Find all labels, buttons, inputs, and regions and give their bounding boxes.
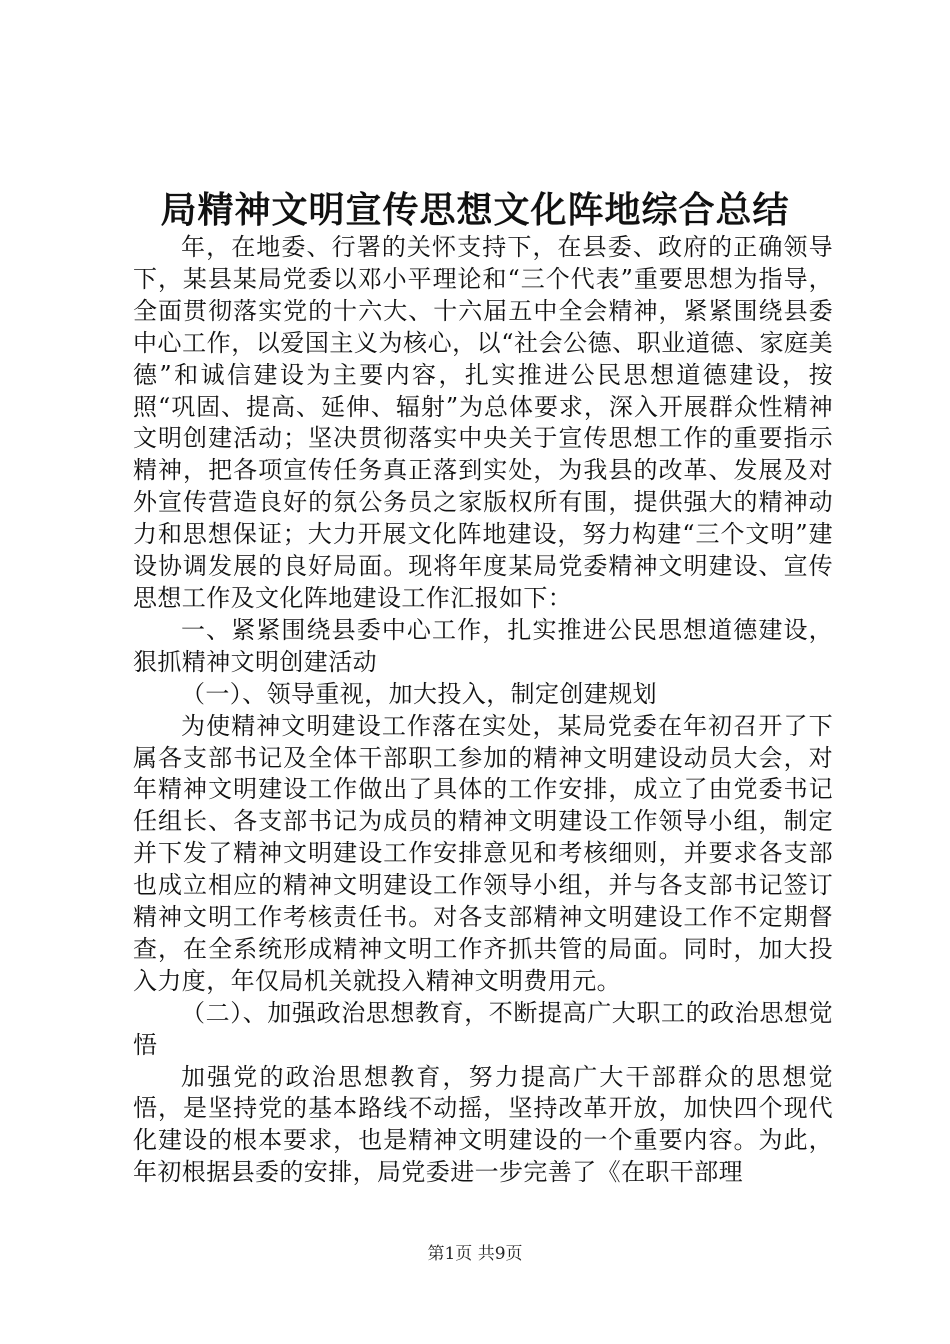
document-title: 局精神文明宣传思想文化阵地综合总结 [160,189,790,231]
paragraph-intro: 年，在地委、行署的关怀支持下，在县委、政府的正确领导下，某县某局党委以邓小平理论和“三个代表”重要思想为指导，全面贯彻落实党的十六大、十六届五中全会精神，紧紧围绕县委中心工作，以爱国主义为核心，以“社会公德、职业道德、家庭美德”和诚信建设为主要内容，扎实推进公民思想道德建设，按照“巩固、提高、延伸、辐射”为总体要求，深入开展群众性精神文明创建活动；坚决贯彻落实中央关于宣传思想工作的重要指示精神，把各项宣传任务真正落到实处，为我县的改革、发展及对外宣传营造良好的氛公务员之家版权所有围，提供强大的精神动力和思想保证；大力开展文化阵地建设，努力构建“三个文明”建设协调发展的良好局面。现将年度某局党委精神文明建设、宣传思想工作及文化阵地建设工作汇报如下： [133,233,833,612]
subsection-heading-2: （二）、加强政治思想教育，不断提高广大职工的政治思想觉悟 [133,998,833,1059]
subsection-heading-1: （一）、领导重视，加大投入，制定创建规划 [181,679,657,708]
document-body [133,232,833,1189]
paragraph-subsection-1: 为使精神文明建设工作落在实处，某局党委在年初召开了下属各支部书记及全体干部职工参加的精神文明建设动员大会，对年精神文明建设工作做出了具体的工作安排，成立了由党委书记任组长、各支部书记为成员的精神文明建设工作领导小组，制定并下发了精神文明建设工作安排意见和考核细则，并要求各支部也成立相应的精神文明建设工作领导小组，并与各支部书记签订精神文明工作考核责任书。对各支部精神文明建设工作不定期督查，在全系统形成精神文明工作齐抓共管的局面。同时，加大投入力度，年仅局机关就投入精神文明费用元。 [133,711,833,995]
paragraph-subsection-2: 加强党的政治思想教育，努力提高广大干部群众的思想觉悟，是坚持党的基本路线不动摇，坚持改革开放，加快四个现代化建设的根本要求，也是精神文明建设的一个重要内容。为此，年初根据县委的安排，局党委进一步完善了《在职干部理 [133,1062,833,1187]
page-number-footer: 第1页 共9页 [427,1244,523,1264]
section-heading-1: 一、紧紧围绕县委中心工作，扎实推进公民思想道德建设，狠抓精神文明创建活动 [133,615,833,676]
